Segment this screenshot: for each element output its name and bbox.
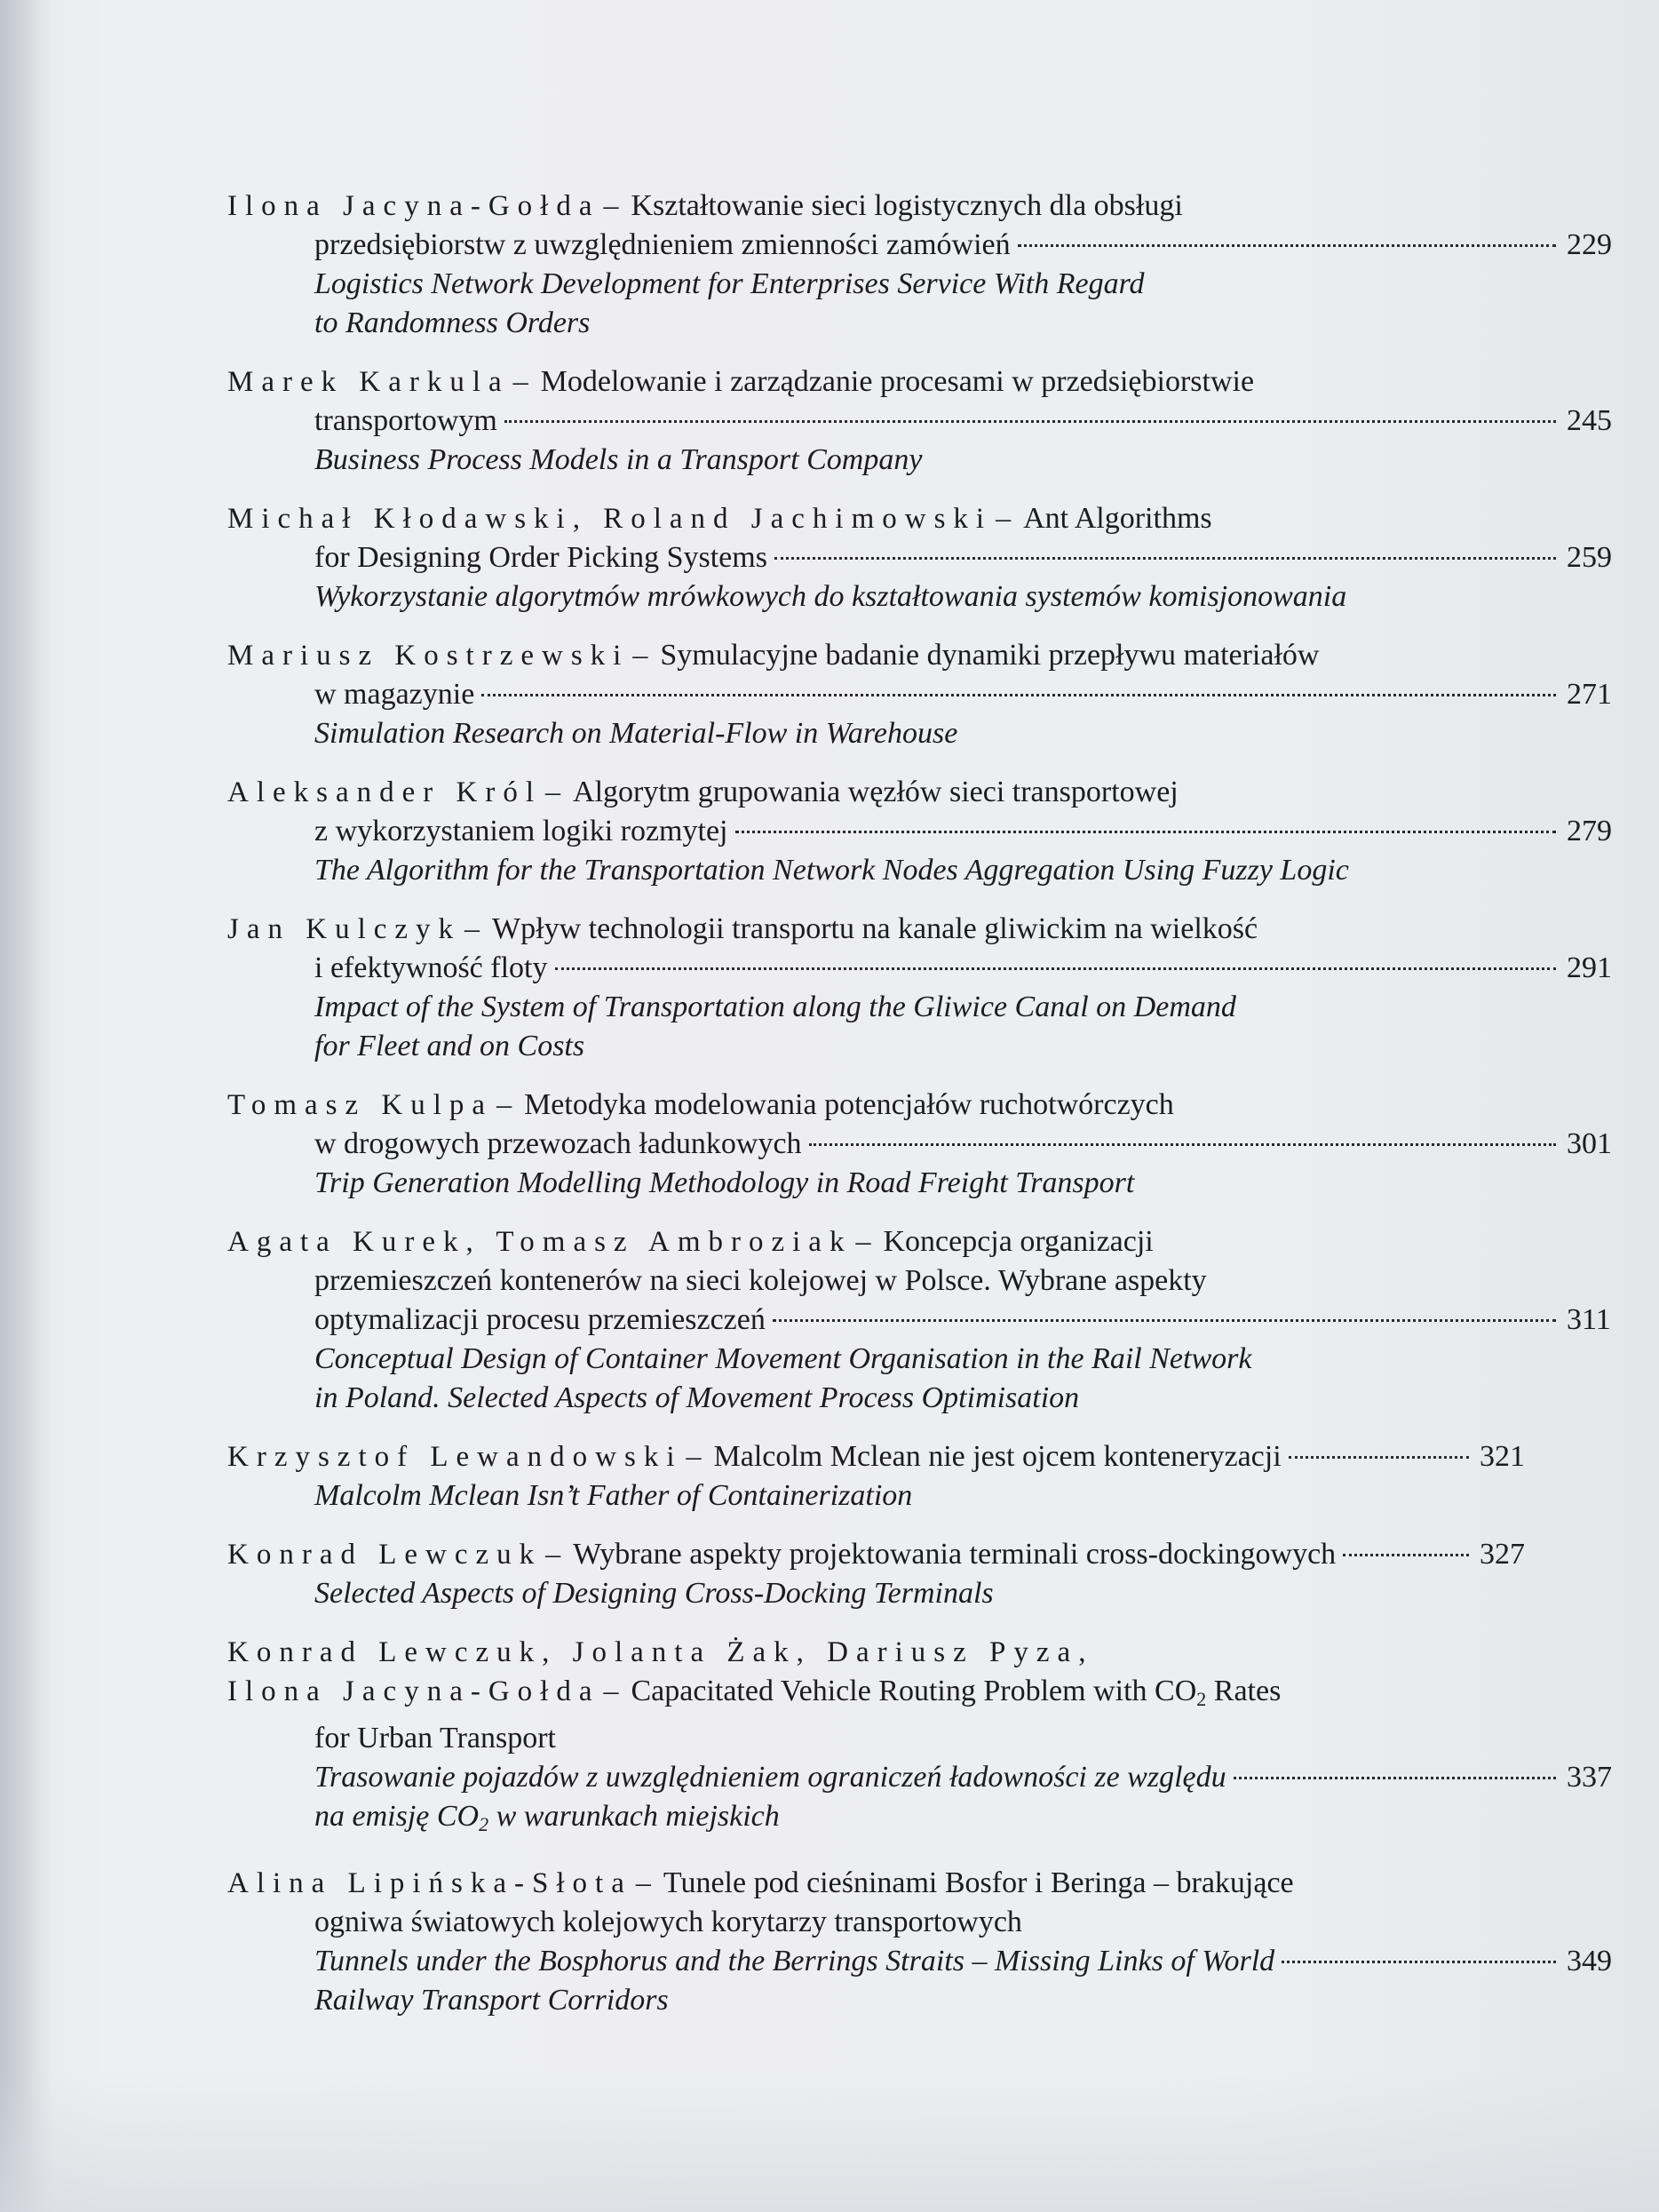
dot-leader (504, 419, 1556, 423)
table-of-contents (227, 187, 1631, 2040)
dot-leader (773, 1318, 1556, 1322)
page-bottom-shadow (0, 2070, 1659, 2212)
entry-title-en: Conceptual Design of Container Movement Organisation in the Rail Network (314, 1342, 1252, 1375)
entry-title-pl: z wykorzystaniem logiki rozmytej (314, 815, 728, 847)
entry-authors: Ilona Jacyna-Gołda (227, 1675, 600, 1707)
page-number: 259 (1567, 541, 1612, 574)
entry-title-en: Trasowanie pojazdów z uwzględnieniem ograniczeń ładowności ze względu (314, 1761, 1226, 1794)
entry-title-pl: Ant Algorithms (1023, 502, 1212, 535)
entry-title-en: Wykorzystanie algorytmów mrówkowych do kształtowania systemów komisjonowania (314, 580, 1347, 613)
dot-leader (735, 830, 1557, 833)
dot-leader (1289, 1455, 1469, 1459)
entry-authors: Agata Kurek, Tomasz Ambroziak (227, 1226, 853, 1258)
page-number: 301 (1567, 1127, 1612, 1160)
entry-title-en: to Randomness Orders (314, 306, 591, 339)
entry-authors: Konrad Lewczuk, Jolanta Żak, Dariusz Pyza, (227, 1636, 1094, 1668)
entry-authors: Krzysztof Lewandowski (227, 1441, 683, 1473)
page-number: 279 (1567, 815, 1612, 847)
entry-title-pl: Tunele pod cieśninami Bosfor i Beringa – brakujące (663, 1866, 1294, 1899)
page-number: 271 (1567, 678, 1612, 711)
dot-leader (1018, 243, 1556, 247)
toc-entry: Ilona Jacyna-Gołda – Kształtowanie sieci logistycznych dla obsługi przedsiębiorstw z uwzględnieniem zmienności zamówień 229 Logistics Network Development for Enterprises Service With Regard to Randomness Orders (227, 187, 1631, 343)
entry-title-en: Selected Aspects of Designing Cross-Docking Terminals (314, 1577, 994, 1610)
page-number: 321 (1480, 1440, 1525, 1473)
toc-entry: Jan Kulczyk – Wpływ technologii transportu na kanale gliwickim na wielkość i efektywność floty 291 Impact of the System of Transportation along the Gliwice Canal on Demand for Fleet and on Costs (227, 910, 1631, 1066)
entry-title-pl: Algorytm grupowania węzłów sieci transportowej (573, 776, 1179, 808)
entry-authors: Alina Lipińska-Słota (227, 1867, 632, 1899)
entry-title-en: Simulation Research on Material-Flow in Warehouse (314, 717, 958, 750)
entry-title-pl: Symulacyjne badanie dynamiki przepływu materiałów (660, 639, 1320, 672)
entry-title-en: The Algorithm for the Transportation Network Nodes Aggregation Using Fuzzy Logic (314, 854, 1349, 887)
toc-entry: Mariusz Kostrzewski – Symulacyjne badanie dynamiki przepływu materiałów w magazynie 271 Simulation Research on Material-Flow in Warehouse (227, 636, 1631, 753)
entry-title-en: Tunnels under the Bosphorus and the Berrings Straits – Missing Links of World (314, 1945, 1275, 1977)
entry-title-pl: Capacitated Vehicle Routing Problem with $CO_2$ Rates (631, 1675, 1282, 1710)
page-number: 327 (1480, 1538, 1525, 1571)
entry-title-pl: for Designing Order Picking Systems (314, 541, 767, 574)
toc-entry: Tomasz Kulpa – Metodyka modelowania potencjałów ruchotwórczych w drogowych przewozach ładunkowych 301 Trip Generation Modelling Methodology in Road Freight Transport (227, 1086, 1631, 1203)
toc-entry: Konrad Lewczuk – Wybrane aspekty projektowania terminali cross-dockingowych 327 Selected Aspects of Designing Cross-Docking Terminals (227, 1535, 1631, 1613)
entry-title-pl: Malcolm Mclean nie jest ojcem konteneryzacji (713, 1440, 1282, 1473)
dot-leader (1234, 1776, 1556, 1779)
dot-leader (555, 967, 1557, 970)
page-number: 229 (1567, 228, 1612, 261)
entry-title-pl: transportowym (314, 404, 497, 437)
entry-title-pl: for Urban Transport (314, 1722, 556, 1754)
toc-entry: Konrad Lewczuk, Jolanta Żak, Dariusz Pyza, Ilona Jacyna-Gołda – Capacitated Vehicle Routing Problem with $CO_2$ Rates for Urban Transport Trasowanie pojazdów z uwzględnieniem ograniczeń ładowności ze względu 337 na emisję $CO_2$ w warunkach miejskich (227, 1633, 1631, 1844)
entry-title-en: Malcolm Mclean Isn’t Father of Containerization (314, 1479, 913, 1512)
entry-title-pl: Modelowanie i zarządzanie procesami w przedsiębiorstwie (540, 365, 1255, 398)
entry-title-en: na emisję $CO_2$ w warunkach miejskich (314, 1800, 780, 1835)
entry-title-en: Logistics Network Development for Enterprises Service With Regard (314, 267, 1145, 300)
entry-title-en: in Poland. Selected Aspects of Movement Process Optimisation (314, 1381, 1080, 1414)
entry-title-en: Impact of the System of Transportation along the Gliwice Canal on Demand (314, 991, 1236, 1023)
entry-title-pl: Koncepcja organizacji (883, 1225, 1154, 1258)
toc-entry: Marek Karkula – Modelowanie i zarządzanie procesami w przedsiębiorstwie transportowym 245 Business Process Models in a Transport Company (227, 362, 1631, 480)
dot-leader (1343, 1553, 1469, 1556)
entry-title-pl: optymalizacji procesu przemieszczeń (314, 1303, 766, 1336)
entry-authors: Konrad Lewczuk (227, 1539, 543, 1571)
entry-title-pl: Wpływ technologii transportu na kanale gliwickim na wielkość (492, 912, 1258, 945)
dot-leader (774, 556, 1556, 560)
entry-title-pl: Metodyka modelowania potencjałów ruchotwórczych (524, 1088, 1174, 1121)
dot-leader (1282, 1960, 1556, 1963)
entry-title-pl: w magazynie (314, 678, 475, 711)
entry-title-pl: ogniwa światowych kolejowych korytarzy transportowych (314, 1906, 1022, 1938)
entry-authors: Tomasz Kulpa (227, 1089, 494, 1121)
page-number: 311 (1567, 1303, 1611, 1336)
page-gutter-shadow (0, 0, 53, 2212)
entry-authors: Michał Kłodawski, Roland Jachimowski (227, 503, 993, 535)
entry-title-pl: w drogowych przewozach ładunkowych (314, 1127, 802, 1160)
entry-authors: Jan Kulczyk (227, 913, 462, 945)
entry-title-pl: przemieszczeń kontenerów na sieci kolejowej w Polsce. Wybrane aspekty (314, 1264, 1207, 1297)
page-number: 245 (1567, 404, 1612, 437)
toc-entry: Krzysztof Lewandowski – Malcolm Mclean nie jest ojcem konteneryzacji 321 Malcolm Mclean Isn’t Father of Containerization (227, 1437, 1631, 1516)
page-number: 337 (1567, 1761, 1612, 1794)
page-number: 291 (1567, 951, 1612, 984)
entry-authors: Mariusz Kostrzewski (227, 640, 630, 672)
entry-title-en: Railway Transport Corridors (314, 1984, 669, 2017)
entry-title-pl: Wybrane aspekty projektowania terminali cross-dockingowych (573, 1538, 1337, 1571)
entry-title-pl: Kształtowanie sieci logistycznych dla obsługi (631, 189, 1183, 222)
entry-authors: Marek Karkula (227, 366, 510, 398)
toc-entry: Aleksander Król – Algorytm grupowania węzłów sieci transportowej z wykorzystaniem logiki rozmytej 279 The Algorithm for the Transportation Network Nodes Aggregation Using Fuzzy Logic (227, 773, 1631, 890)
entry-title-en: Trip Generation Modelling Methodology in Road Freight Transport (314, 1166, 1135, 1199)
toc-entry: Agata Kurek, Tomasz Ambroziak – Koncepcja organizacji przemieszczeń kontenerów na sieci kolejowej w Polsce. Wybrane aspekty optymalizacji procesu przemieszczeń 311 Conceptual Design of Container Movement Organisation in the Rail Network in Poland. Selected Aspects of Movement Process Optimisation (227, 1222, 1631, 1418)
dot-leader (481, 693, 1556, 696)
entry-title-pl: przedsiębiorstw z uwzględnieniem zmienności zamówień (314, 228, 1011, 261)
entry-authors: Aleksander Król (227, 776, 543, 808)
entry-title-en: Business Process Models in a Transport Company (314, 443, 923, 476)
dot-leader (809, 1142, 1556, 1146)
toc-entry: Michał Kłodawski, Roland Jachimowski – Ant Algorithms for Designing Order Picking Systems 259 Wykorzystanie algorytmów mrówkowych do kształtowania systemów komisjonowania (227, 499, 1631, 617)
entry-authors: Ilona Jacyna-Gołda (227, 190, 600, 222)
entry-title-pl: i efektywność floty (314, 951, 548, 984)
toc-entry: Alina Lipińska-Słota – Tunele pod cieśninami Bosfor i Beringa – brakujące ogniwa światowych kolejowych korytarzy transportowych Tunnels under the Bosphorus and the Berrings Straits – Missing Links of World 349 Railway Transport Corridors (227, 1864, 1631, 2020)
entry-title-en: for Fleet and on Costs (314, 1030, 585, 1062)
page-number: 349 (1567, 1945, 1612, 1977)
